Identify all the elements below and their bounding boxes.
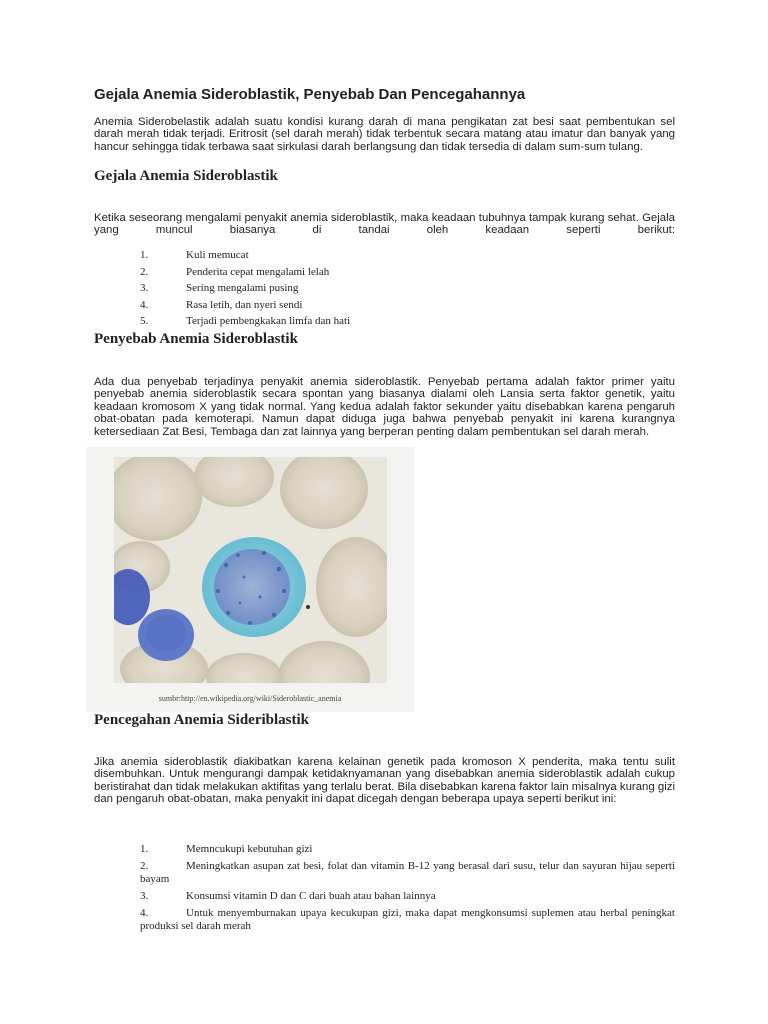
pencegahan-paragraph: Jika anemia sideroblastik diakibatkan karena kelainan genetik pada kromoson X penderita, maka tentu sulit disembuhkan. Untuk mengurangi dampak ketidaknyamanan yang disebabkan anemia sideroblastik adalah cukup beristirahat dan tidak melakukan aktifitas yang terlalu berat. Bila disebabkan karena faktor lain misalnya kurang gizi dan pengaruh obat-obatan, maka penyakit ini dapat dicegah dengan beberapa upaya seperti berikut ini: [94, 756, 675, 806]
list-item [140, 907, 675, 933]
sideroblast-micrograph-image [114, 457, 387, 683]
list-item-text: Konsumsi vitamin D dan C dari buah atau bahan lainnya [186, 890, 436, 902]
list-item-number: 2. [140, 265, 149, 278]
list-item-text: Sering mengalami pusing [186, 282, 299, 295]
list-item [140, 299, 675, 316]
intro-paragraph: Anemia Siderobelastik adalah suatu kondisi kurang darah di mana pengikatan zat besi saat pembentukan sel darah merah tidak terjadi. Eritrosit (sel darah merah) tidak terbentuk secara matang atau imatur dan banyak yang hancur sehingga tidak terbawa saat sirkulasi darah berlangsung dan tidak tersedia di dalam sum-sum tulang. [94, 116, 675, 153]
list-item-number: 2. [140, 860, 149, 872]
list-item [140, 890, 675, 903]
heading-pencegahan: Pencegahan Anemia Sideriblastik [94, 712, 310, 728]
list-item [140, 315, 675, 332]
list-item-text: Kuli memucat [186, 249, 249, 261]
list-item-number: 4. [140, 298, 149, 311]
page-title: Gejala Anemia Sideroblastik, Penyebab Dan Pencegahannya [94, 86, 526, 103]
list-item-text: Memncukupi kebutuhan gizi [186, 843, 313, 855]
pencegahan-list [140, 843, 675, 937]
list-item-text: Rasa letih, dan nyeri sendi [186, 298, 303, 311]
heading-penyebab: Penyebab Anemia Sideroblastik [94, 331, 298, 347]
list-item-number: 1. [140, 843, 149, 855]
list-item-number: 3. [140, 282, 149, 295]
list-item [140, 843, 675, 856]
list-item-text: Terjadi pembengkakan limfa dan hati [186, 315, 351, 328]
list-item-text: Penderita cepat mengalami lelah [186, 265, 330, 278]
list-item [140, 860, 675, 886]
list-item-text: Untuk menyemburnakan upaya kecukupan gizi, maka dapat mengkonsumsi suplemen atau herbal peningkat produksi sel darah merah [140, 907, 675, 932]
list-item [140, 282, 675, 299]
heading-gejala: Gejala Anemia Sideroblastik [94, 168, 278, 184]
list-item [140, 249, 675, 266]
figure-caption: sumbr:http://en.wikipedia.org/wiki/Sideroblastic_anemia [158, 694, 342, 703]
list-item-number: 4. [140, 907, 149, 919]
penyebab-paragraph: Ada dua penyebab terjadinya penyakit anemia sideroblastik. Penyebab pertama adalah faktor primer yaitu penyebab anemia sideroblastik secara spontan yang biasanya dialami oleh Lansia serta faktor genetik, yaitu keadaan kromosom X yang tidak normal. Yang kedua adalah faktor sekunder yaitu disebabkan karena pengaruh obat-obatan pada kemoterapi. Namun dapat diduga juga bahwa penyebab penyakit ini karena kurangnya ketersediaan Zat Besi, Tembaga dan zat lainnya yang berperan penting dalam pembentukan sel darah merah. [94, 376, 675, 438]
list-item-number: 1. [140, 249, 149, 261]
list-item-number: 5. [140, 315, 149, 328]
list-item [140, 266, 675, 283]
list-item-text: Meningkatkan asupan zat besi, folat dan vitamin B-12 yang berasal dari susu, telur dan sayuran hijau seperti bayam [140, 860, 675, 885]
list-item-number: 3. [140, 890, 149, 902]
gejala-list [140, 249, 675, 332]
micrograph-figure [86, 447, 414, 712]
gejala-paragraph: Ketika seseorang mengalami penyakit anemia sideroblastik, maka keadaan tubuhnya tampak kurang sehat. Gejala yang muncul biasanya di tandai oleh keadaan seperti berikut: [94, 212, 675, 237]
